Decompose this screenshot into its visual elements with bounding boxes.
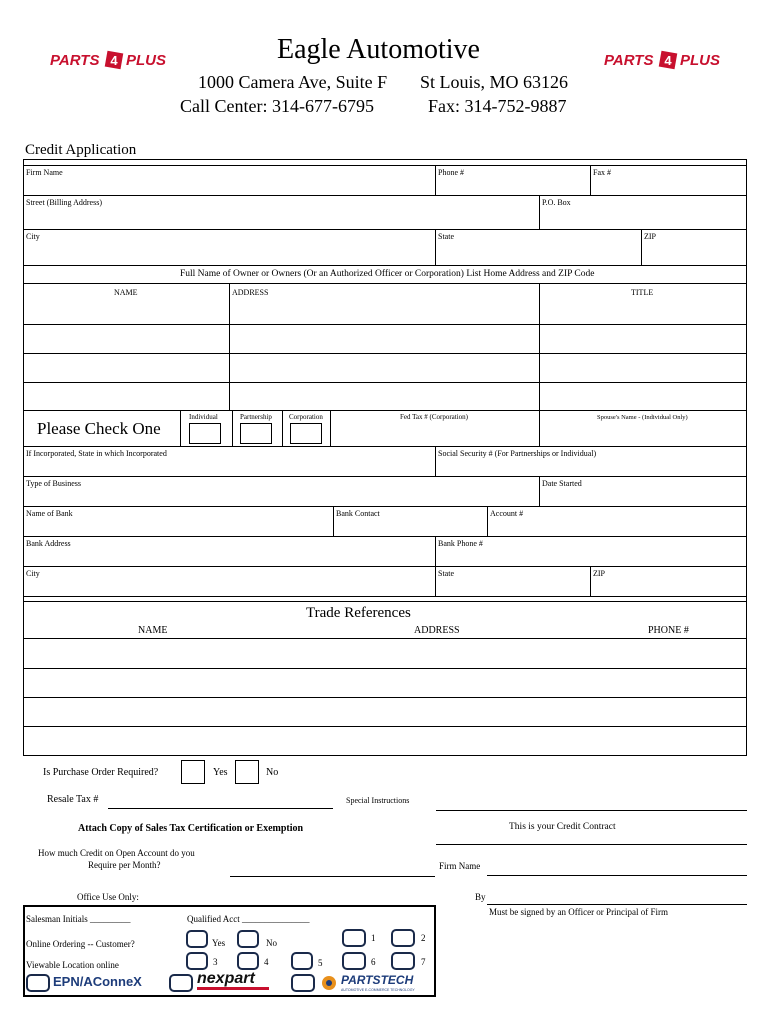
street-label: Street (Billing Address): [26, 198, 102, 207]
company-fax: Fax: 314-752-9887: [428, 96, 567, 116]
option-3-checkbox[interactable]: [186, 952, 208, 970]
company-address: 1000 Camera Ave, Suite F: [198, 72, 388, 92]
special-instructions-line[interactable]: [436, 810, 747, 811]
option-2-label: 2: [421, 933, 426, 943]
bank-contact-label: Bank Contact: [336, 509, 380, 518]
logo-right-emblem-icon: [658, 50, 678, 70]
online-ordering-label: Online Ordering -- Customer?: [26, 939, 135, 949]
trade-col-address: ADDRESS: [414, 625, 460, 636]
resale-tax-label: Resale Tax #: [47, 794, 99, 805]
bank-name-label: Name of Bank: [26, 509, 73, 518]
option-2-checkbox[interactable]: [391, 929, 415, 947]
account-label: Account #: [490, 509, 524, 518]
owners-col-address: ADDRESS: [232, 288, 269, 297]
call-center-phone: Call Center: 314-677-6795: [180, 96, 374, 116]
option-5-checkbox[interactable]: [291, 952, 313, 970]
option-4-checkbox[interactable]: [237, 952, 259, 970]
partstech-gear-icon: [320, 974, 338, 992]
partstech-logo: PARTSTECH: [341, 973, 414, 987]
form-title: Credit Application: [25, 142, 137, 158]
incorporated-label: If Incorporated, State in which Incorporated: [26, 449, 167, 458]
signature-line[interactable]: [487, 904, 747, 905]
credit-amount-line[interactable]: [230, 876, 435, 877]
online-yes-checkbox[interactable]: [186, 930, 208, 948]
city-label: City: [26, 232, 40, 241]
individual-checkbox[interactable]: [189, 423, 221, 444]
po-box-label: P.O. Box: [542, 198, 571, 207]
po-required-label: Is Purchase Order Required?: [43, 767, 159, 778]
partnership-checkbox[interactable]: [240, 423, 272, 444]
credit-contract-label: This is your Credit Contract: [509, 822, 616, 832]
option-3-label: 3: [213, 957, 218, 967]
logo-right-text-b: PLUS: [680, 52, 721, 69]
by-label: By: [475, 892, 486, 902]
owners-col-title: TITLE: [631, 288, 654, 297]
parts-plus-logo-left: [48, 48, 168, 76]
salesman-initials: Salesman Initials _________: [26, 914, 131, 924]
attach-certification: Attach Copy of Sales Tax Certification or Exemption: [78, 823, 304, 834]
trade-references-title: Trade References: [306, 605, 411, 621]
state-label: State: [438, 232, 454, 241]
epn-aconnex-logo: EPN/AConneX: [53, 974, 142, 989]
option-5-label: 5: [318, 958, 323, 968]
option-7-checkbox[interactable]: [391, 952, 415, 970]
bank-state-label: State: [438, 569, 454, 578]
nexpart-checkbox[interactable]: [169, 974, 193, 992]
po-no-label: No: [266, 767, 279, 778]
fed-tax-label: Fed Tax # (Corporation): [400, 413, 469, 421]
please-check-one: Please Check One: [37, 419, 161, 438]
firm-name-sign-label: Firm Name: [439, 861, 481, 871]
corporation-label: Corporation: [289, 413, 323, 421]
bank-city-label: City: [26, 569, 40, 578]
bank-address-label: Bank Address: [26, 539, 71, 548]
credit-question-line2: Require per Month?: [88, 860, 161, 870]
partnership-label: Partnership: [240, 413, 272, 421]
office-use-label: Office Use Only:: [77, 892, 139, 902]
logo-left-emblem-icon: [104, 50, 124, 70]
owners-heading: Full Name of Owner or Owners (Or an Authorized Officer or Corporation) List Home Address and ZIP Code: [180, 269, 595, 279]
nexpart-swoosh-icon: [197, 987, 269, 990]
fax-label: Fax #: [593, 168, 611, 177]
svg-text:4: 4: [664, 53, 672, 68]
signed-by-note: Must be signed by an Officer or Principal of Firm: [489, 907, 669, 917]
ssn-label: Social Security # (For Partnerships or Individual): [438, 449, 597, 458]
option-1-checkbox[interactable]: [342, 929, 366, 947]
special-instructions-label: Special Instructions: [346, 796, 410, 805]
option-1-label: 1: [371, 933, 376, 943]
corporation-checkbox[interactable]: [290, 423, 322, 444]
po-no-checkbox[interactable]: [235, 760, 259, 784]
trade-col-phone: PHONE #: [648, 625, 689, 636]
bank-zip-label: ZIP: [593, 569, 605, 578]
po-yes-label: Yes: [213, 767, 228, 778]
phone-label: Phone #: [438, 168, 464, 177]
logo-right-text-a: PARTS: [604, 52, 654, 69]
qualified-acct: Qualified Acct _______________: [187, 914, 310, 924]
svg-text:4: 4: [110, 53, 118, 68]
zip-label: ZIP: [644, 232, 656, 241]
option-7-label: 7: [421, 957, 426, 967]
partstech-checkbox[interactable]: [291, 974, 315, 992]
logo-left-text-a: PARTS: [50, 52, 100, 69]
resale-tax-line[interactable]: [108, 808, 333, 809]
spouse-label: Spouse's Name - (Individual Only): [597, 414, 688, 421]
credit-question-line1: How much Credit on Open Account do you: [38, 848, 195, 858]
firm-name-label: Firm Name: [26, 168, 63, 177]
po-yes-checkbox[interactable]: [181, 760, 205, 784]
option-6-label: 6: [371, 957, 376, 967]
date-started-label: Date Started: [542, 479, 582, 488]
company-city-state: St Louis, MO 63126: [420, 72, 569, 92]
epn-checkbox[interactable]: [26, 974, 50, 992]
bank-phone-label: Bank Phone #: [438, 539, 483, 548]
online-no-label: No: [266, 938, 277, 948]
type-business-label: Type of Business: [26, 479, 81, 488]
online-no-checkbox[interactable]: [237, 930, 259, 948]
option-6-checkbox[interactable]: [342, 952, 366, 970]
logo-left-text-b: PLUS: [126, 52, 167, 69]
individual-label: Individual: [189, 413, 218, 421]
company-title: Eagle Automotive: [277, 34, 480, 65]
nexpart-logo: nexpart: [197, 970, 255, 987]
online-yes-label: Yes: [212, 938, 226, 948]
partstech-tagline: AUTOMOTIVE E-COMMERCE TECHNOLOGY: [341, 988, 415, 992]
owners-col-name: NAME: [114, 288, 138, 297]
trade-col-name: NAME: [138, 625, 168, 636]
viewable-location-label: Viewable Location online: [26, 960, 119, 970]
parts-plus-logo-right: [602, 48, 722, 76]
option-4-label: 4: [264, 957, 269, 967]
firm-name-sign-line[interactable]: [487, 875, 747, 876]
